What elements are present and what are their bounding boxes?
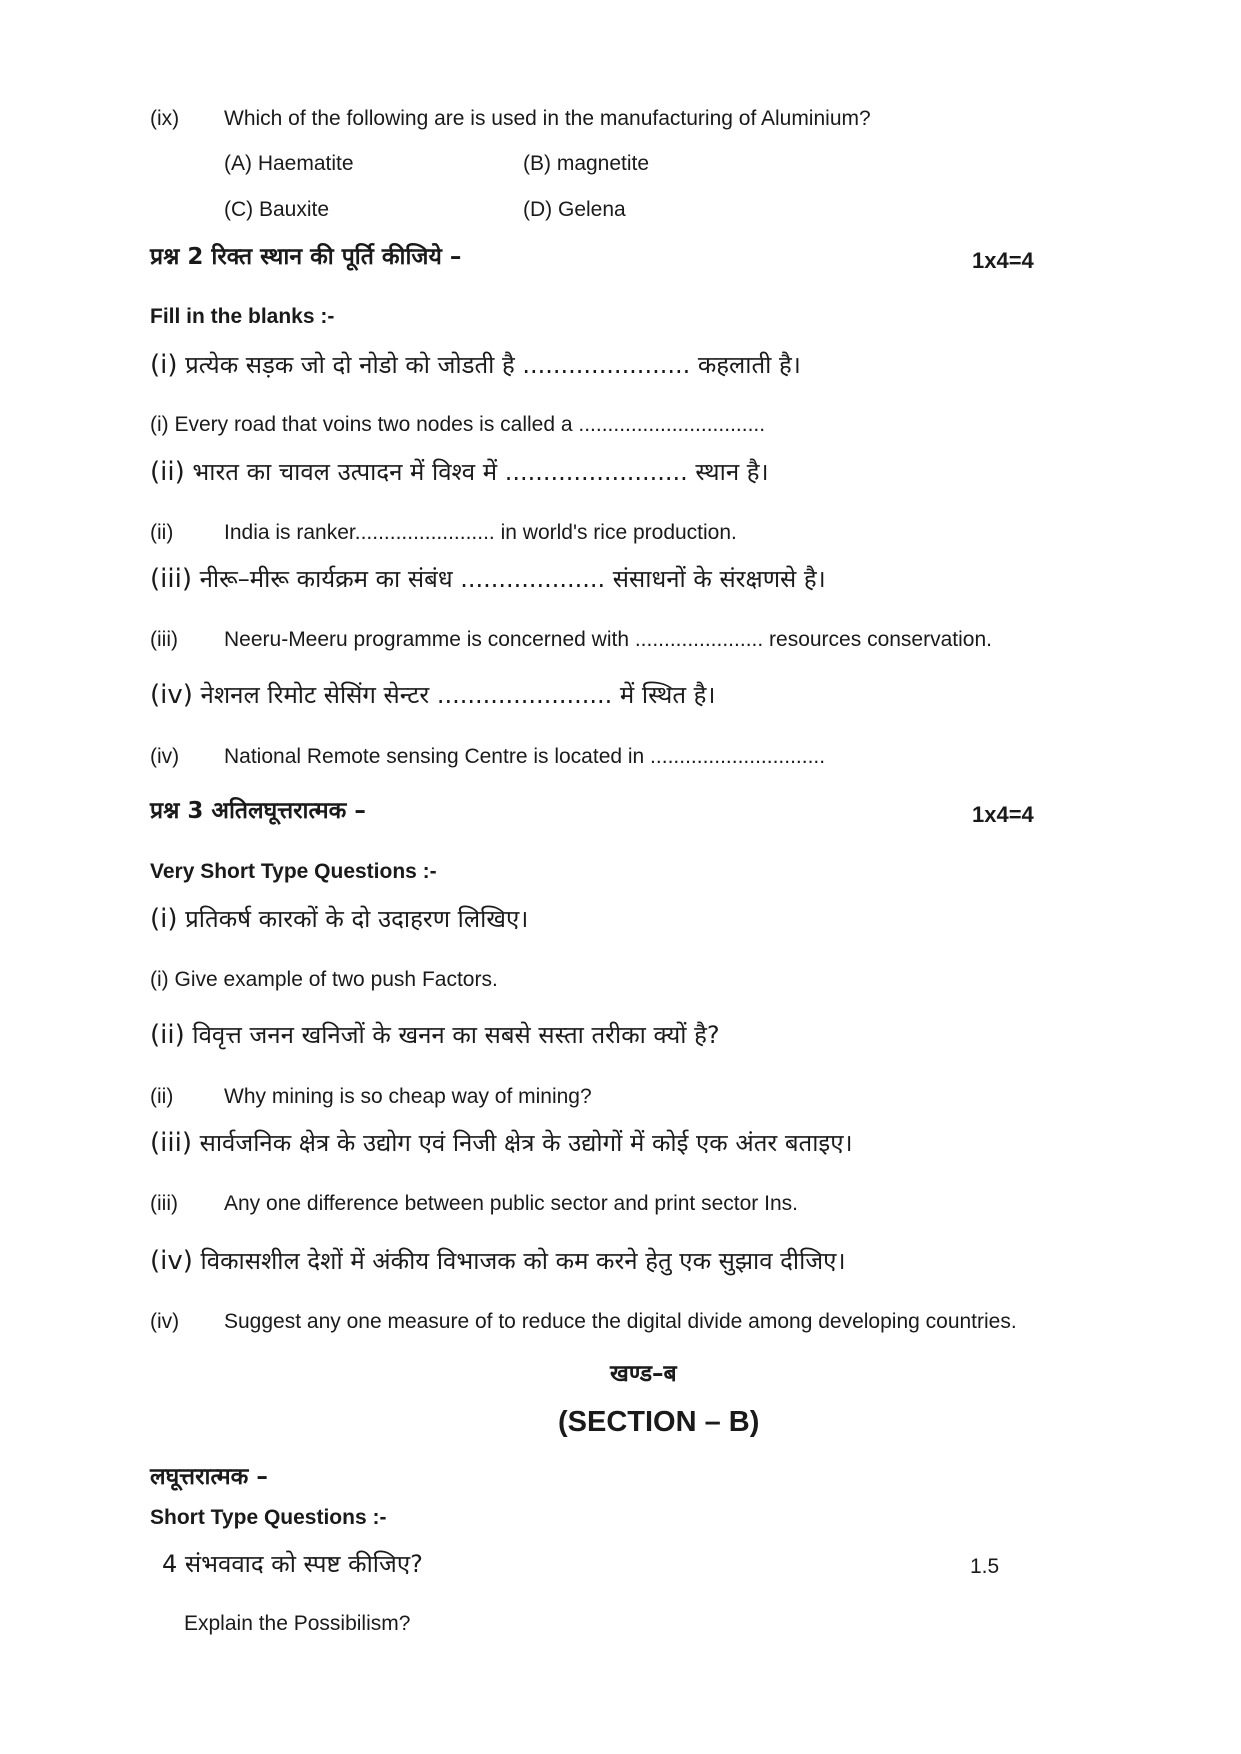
section-b-sub-english: Short Type Questions :- [150,1506,387,1529]
option-c: (C) Bauxite [224,198,330,221]
q3-en-heading: Very Short Type Questions :- [150,860,437,883]
q2-item4-en: National Remote sensing Centre is located in .............................. [224,745,826,768]
q3-item1-en: (i) Give example of two push Factors. [150,968,498,991]
q3-marks: 1x4=4 [972,802,1034,827]
q3-item3-hi: (iii) सार्वजनिक क्षेत्र के उद्योग एवं निजी क्षेत्र के उद्योगों में कोई एक अंतर बताइए। [150,1128,853,1158]
q3-item3-en: Any one difference between public sector and print sector Ins. [224,1192,798,1215]
q4-hindi: 4 संभववाद को स्पष्ट कीजिए? [162,1550,423,1578]
q2-item3-en-num: (iii) [150,628,178,651]
q2-en-heading: Fill in the blanks :- [150,305,335,328]
q2-item1-hi: (i) प्रत्येक सड़क जो दो नोडो को जोडती है ...................... कहलाती है। [150,350,801,380]
section-b-title: (SECTION – B) [558,1406,760,1438]
q2-item2-en: India is ranker........................ in world's rice production. [224,521,737,544]
q3-item3-en-num: (iii) [150,1192,178,1215]
q2-item2-hi: (ii) भारत का चावल उत्पादन में विश्व में ........................ स्थान है। [150,457,769,487]
q4-marks: 1.5 [970,1555,1000,1578]
q2-heading: प्रश्न 2 रिक्त स्थान की पूर्ति कीजिये – [150,244,462,270]
question-text: Which of the following are is used in the manufacturing of Aluminium? [224,107,871,130]
q2-item4-hi: (iv) नेशनल रिमोट सेसिंग सेन्टर ....................... में स्थित है। [150,680,716,710]
q3-item4-hi: (iv) विकासशील देशों में अंकीय विभाजक को कम करने हेतु एक सुझाव दीजिए। [150,1246,846,1276]
option-b: (B) magnetite [523,152,650,175]
q3-item1-hi: (i) प्रतिकर्ष कारकों के दो उदाहरण लिखिए। [150,904,529,934]
q2-item4-en-num: (iv) [150,745,180,768]
q3-item4-en-num: (iv) [150,1310,180,1333]
q2-item3-en: Neeru-Meeru programme is concerned with ...................... resources conservation. [224,628,992,651]
option-a: (A) Haematite [224,152,354,175]
q2-marks: 1x4=4 [972,248,1034,273]
q3-item2-en-num: (ii) [150,1085,174,1108]
section-b-hindi-title: खण्ड–ब [610,1361,677,1387]
q3-item4-en: Suggest any one measure of to reduce the digital divide among developing countries. [224,1310,1017,1333]
option-d: (D) Gelena [523,198,626,221]
q2-item1-en: (i) Every road that voins two nodes is called a ................................ [150,413,766,436]
section-b-sub-hindi: लघूत्तरात्मक – [150,1464,268,1490]
q4-english: Explain the Possibilism? [184,1612,411,1635]
q2-item3-hi: (iii) नीरू–मीरू कार्यक्रम का संबंध ................... संसाधनों के संरक्षणसे है। [150,564,826,594]
q3-item2-hi: (ii) विवृत्त जनन खनिजों के खनन का सबसे सस्ता तरीका क्यों है? [150,1020,720,1050]
question-number: (ix) [150,107,180,130]
q3-heading: प्रश्न 3 अतिलघूत्तरात्मक – [150,798,366,824]
q3-item2-en: Why mining is so cheap way of mining? [224,1085,592,1108]
q2-item2-en-num: (ii) [150,521,174,544]
